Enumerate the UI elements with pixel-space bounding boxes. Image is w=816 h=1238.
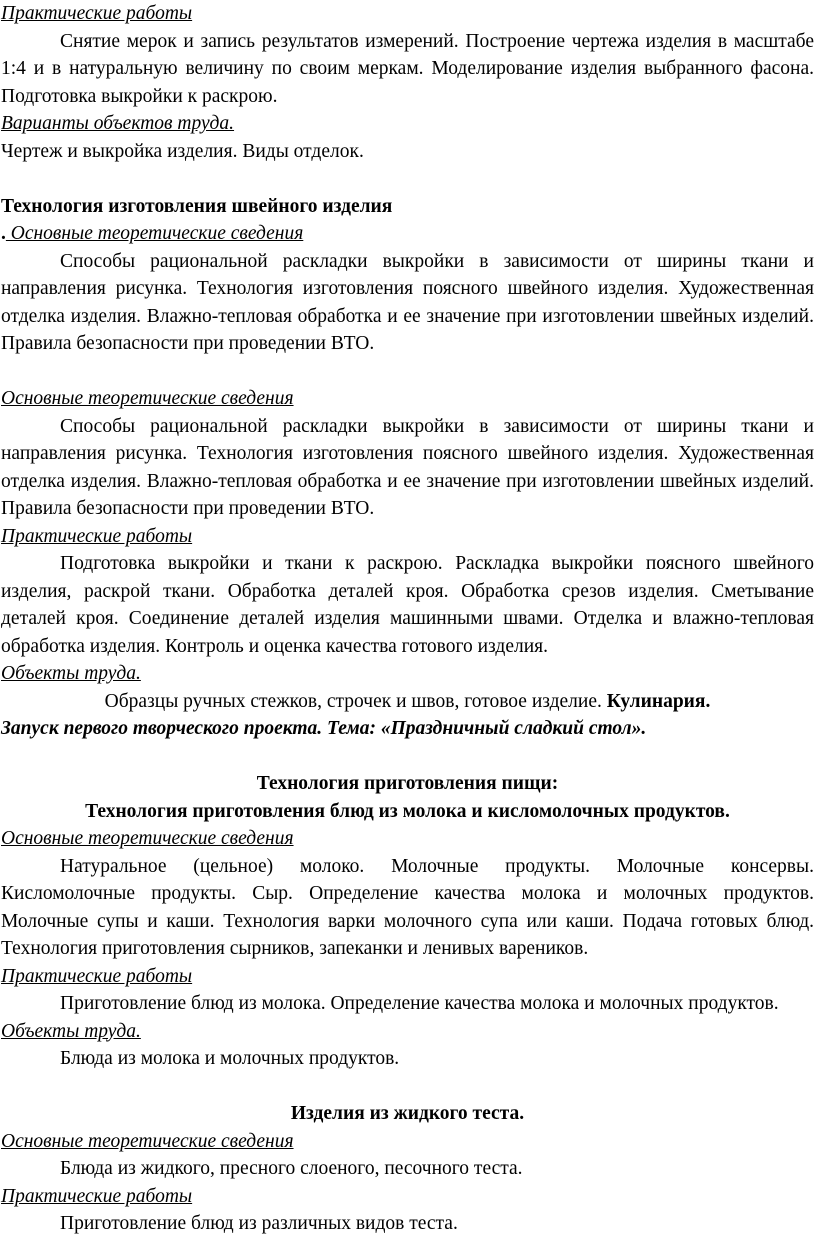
paragraph-theory-1: Способы рациональной раскладки выкройки в зависимости от ширины ткани и направления рисунка. Технология изготовления поясного швейного изделия. Художественная отделка изделия. Влажно-тепловая обработка и ее значение при изготовлении швейных изделий. Правила безопасности при проведении ВТО. bbox=[1, 250, 814, 354]
blank-line bbox=[1, 165, 814, 193]
paragraph-practical-2: Подготовка выкройки и ткани к раскрою. Раскладка выкройки поясного швейного изделия, раскрой ткани. Обработка деталей кроя. Обработка срезов изделия. Сметывание деталей кроя. Соединение деталей изделия машинными швами. Отделка и влажно-тепловая обработка изделия. Контроль и оценка качества готового изделия. bbox=[1, 553, 814, 657]
work-objects-text: Образцы ручных стежков, строчек и швов, готовое изделие. bbox=[104, 690, 607, 712]
section-label-theory-4: Основные теоретические сведения bbox=[1, 1130, 294, 1152]
paragraph-theory-2: Способы рациональной раскладки выкройки в зависимости от ширины ткани и направления рисунка. Технология изготовления поясного швейного изделия. Художественная отделка изделия. Влажно-тепловая обработка и ее значение при изготовлении швейных изделий. Правила безопасности при проведении ВТО. bbox=[1, 415, 814, 519]
dot-mark: . bbox=[1, 223, 6, 244]
paragraph-practical-4: Приготовление блюд из различных видов теста. bbox=[60, 1213, 458, 1234]
section-label-theory-2: Основные теоретические сведения bbox=[1, 388, 294, 409]
paragraph-work-objects-variants: Чертеж и выкройка изделия. Виды отделок. bbox=[1, 140, 364, 162]
paragraph-theory-4: Блюда из жидкого, пресного слоеного, песочного теста. bbox=[60, 1158, 523, 1179]
paragraph-theory-3: Натуральное (цельное) молоко. Молочные продукты. Молочные консервы. Кисломолочные продукты. Сыр. Определение качества молока и молочных продуктов. Молочные супы и каши. Технология варки молочного супа или каши. Подача готовых блюд. Технология приготовления сырников, запеканки и ленивых вареников. bbox=[1, 855, 814, 959]
heading-batter-products: Изделия из жидкого теста. bbox=[290, 1103, 525, 1124]
section-label-practical-1: Практические работы bbox=[1, 3, 193, 24]
cooking-label: Кулинария. bbox=[606, 690, 711, 712]
paragraph-work-objects-2: Блюда из молока и молочных продуктов. bbox=[60, 1048, 400, 1069]
section-label-theory-3: Основные теоретические сведения bbox=[1, 828, 294, 849]
section-label-practical-4: Практические работы bbox=[1, 1185, 193, 1207]
blank-line bbox=[1, 743, 814, 771]
section-label-theory-1: Основные теоретические сведения bbox=[5, 223, 304, 244]
blank-line bbox=[1, 358, 814, 386]
section-label-work-objects-variants: Варианты объектов труда. bbox=[1, 113, 235, 134]
section-label-work-objects-2: Объекты труда. bbox=[1, 1020, 141, 1042]
section-label-practical-2: Практические работы bbox=[1, 525, 193, 547]
heading-milk-dishes: Технология приготовления блюд из молока и кисломолочных продуктов. bbox=[85, 800, 730, 822]
creative-project-line: Запуск первого творческого проекта. Тема: «Праздничный сладкий стол». bbox=[1, 718, 647, 739]
section-label-practical-3: Практические работы bbox=[1, 965, 193, 987]
heading-sewing-technology: Технология изготовления швейного изделия bbox=[1, 195, 393, 217]
heading-food-technology: Технология приготовления пищи: bbox=[256, 773, 559, 794]
paragraph-practical-1: Снятие мерок и запись результатов измерений. Построение чертежа изделия в масштабе 1:4 и в натуральную величину по своим меркам. Моделирование изделия выбранного фасона. Подготовка выкройки к раскрою. bbox=[1, 30, 814, 107]
paragraph-practical-3: Приготовление блюд из молока. Определение качества молока и молочных продуктов. bbox=[60, 993, 779, 1014]
section-label-work-objects-1: Объекты труда. bbox=[1, 663, 141, 684]
paragraph-work-objects-1 bbox=[1, 688, 814, 716]
blank-line bbox=[1, 1073, 814, 1101]
theory-label-line-1 bbox=[1, 220, 814, 248]
